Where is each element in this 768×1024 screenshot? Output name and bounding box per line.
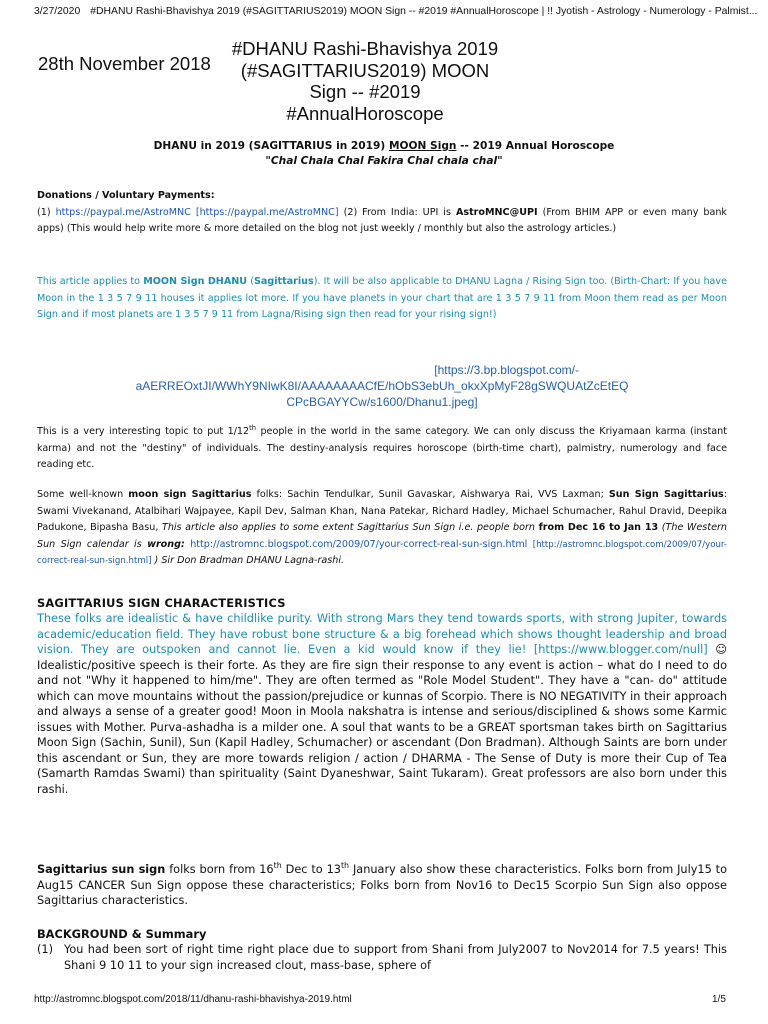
list-number: (1) (37, 206, 51, 218)
upi-text: (2) From India: UPI is (343, 206, 456, 218)
title-line: #AnnualHoroscope (286, 102, 444, 124)
famous-text: ) Sir Don Bradman DHANU Lagna-rashi. (151, 555, 345, 567)
superscript: th (273, 861, 282, 871)
famous-bold-italic: wrong: (147, 538, 185, 550)
applies-text: ). It will be also applicable to DHANU Lagna / Rising Sign too. (Birth-Chart: If you have Moon in the 1 3 5 7 9 11 houses it applies lot more. If you have planets in your chart that are 1 3 5 7 9 11 from Moon them read as per Moon Sign and if most planets are 1 3 5 7 9 11 from Lagna/Rising sign then read for your rising sign!) (37, 276, 727, 321)
applies-text: ( (247, 276, 254, 287)
subhead-text: DHANU in 2019 (SAGITTARIUS in 2019) (153, 140, 389, 152)
superscript: th (249, 423, 257, 432)
sun-sign-text: Dec to 13 (281, 863, 341, 876)
interesting-paragraph (37, 424, 727, 474)
subhead-moon-sign: MOON Sign (388, 140, 457, 152)
page-number: 1/5 (712, 994, 726, 1005)
title-line: Sign -- #2019 (309, 81, 421, 102)
famous-text: folks: Sachin Tendulkar, Sunil Gavaskar, Aishwarya Rai, VVS Laxman; (251, 489, 609, 500)
post-date: 28th November 2018 (38, 53, 211, 74)
sun-sign-paragraph (37, 862, 727, 909)
subhead-quote: "Chal Chala Chal Fakira Chal chala chal" (265, 155, 503, 167)
paypal-link-bracket[interactable]: [https://paypal.me/AstroMNC] (195, 206, 339, 218)
image-link-line[interactable]: CPcBGAYYCw/s1600/Dhanu1.jpeg] (286, 395, 478, 409)
upi-id: AstroMNC@UPI (455, 206, 538, 218)
print-header (34, 6, 767, 17)
title-line: #DHANU Rashi-Bhavishya 2019 (231, 38, 499, 59)
sagittarius-teal-text: These folks are idealistic & have childlike purity. With strong Mars they tend towards sports, with strong Jupiter, towards academic/education field. They have robust bone structure & a big forehead which shows thought leadership and broad vision. They are outspoken and cannot lie. Even a kid would know if they lie! [https://www.blogger.com/null] (37, 612, 727, 656)
famous-bold: from Dec 16 to Jan 13 (538, 522, 659, 534)
superscript: th (340, 861, 350, 871)
donations-paragraph (37, 188, 727, 238)
famous-text: Some well-known (37, 489, 129, 500)
title-line: (#SAGITTARIUS2019) MOON (240, 59, 490, 81)
sun-sign-text: folks born from 16 (165, 863, 274, 876)
famous-italic: This article also applies to some extent Sagittarius Sun Sign i.e. people born (161, 522, 539, 534)
image-link[interactable] (37, 362, 727, 410)
list-item-text: You had been sort of right time right place due to support from Shani from July2007 to Nov2014 for 7.5 years! This Shani 9 10 11 to your sign increased clout, mass-base, sphere of (64, 943, 727, 973)
post-title (215, 38, 515, 124)
interesting-text: people in the world in the same category. We can only discuss the Kriyamaan karma (instant karma) and not the "destiny" of individuals. The destiny-analysis requires horoscope (birth-time chart), palmistry, numerology and face reading etc. (37, 426, 727, 471)
famous-bold: Sun Sign Sagittarius (608, 489, 724, 500)
subhead-text: -- 2019 Annual Horoscope (456, 140, 615, 152)
image-link-line[interactable]: [https://3.bp.blogspot.com/- (434, 363, 579, 377)
applies-text: This article applies to (37, 276, 144, 287)
sagittarius-text: ☺ Idealistic/positive speech is their forte. As they are fire sign their response to any event is action – what do I need to do and not "Why it happened to him/me". They are often termed as "Role Model Student". They have a "can- do" attitude which can move mountains without the passion/prejudice or kunnas of Scorpio. There is NO NEGATIVITY in their approach and always a sense of a greater good! Moon in Moola nakshatra is intense and serious/disciplined & shows some Karmic issues with Mother. Purva-ashadha is a milder one. A soul that wants to be a GREAT sportsman takes birth on Sagittarius Moon Sign (Sachin, Sunil), Sun (Kapil Hadley, Schumacher) or ascendant (Don Bradman). Although Saints are born under this ascendant or Sun, they are more towards religion / action / DHARMA - The Sense of Duty is more their Cup of Tea (Samarth Ramdas Swami) than spirituality (Saint Dyaneshwar, Saint Tukaram). Great professors are also born under this rashi. (37, 643, 727, 796)
donations-heading: Donations / Voluntary Payments: (37, 190, 215, 201)
famous-text: : Swami Vivekanand, Atalbihari Wajpayee, Kapil Dev, Salman Khan, Nana Patekar, Richard Hadley, Michael Schumacher, Rahul Dravid, Deepika Padukone, Bipasha Basu, (37, 489, 728, 534)
background-heading: BACKGROUND & Summary (37, 927, 207, 941)
sagittarius-paragraph (37, 611, 727, 797)
list-number: (1) (37, 943, 54, 956)
print-footer-url: http://astromnc.blogspot.com/2018/11/dhanu-rashi-bhavishya-2019.html (34, 994, 352, 1005)
applies-paragraph (37, 274, 727, 324)
background-list-item (37, 942, 727, 975)
interesting-text: This is a very interesting topic to put 1/12 (37, 426, 250, 437)
paypal-link[interactable]: https://paypal.me/AstroMNC (55, 206, 191, 218)
section-heading: SAGITTARIUS SIGN CHARACTERISTICS (37, 596, 286, 610)
applies-sagittarius: Sagittarius (253, 276, 314, 287)
famous-paragraph (37, 487, 727, 570)
sun-sign-link-bracket[interactable]: [http://astromnc.blogspot.com/2009/07/your-correct-real-sun-sign.html] (37, 539, 727, 567)
sun-sign-link[interactable]: http://astromnc.blogspot.com/2009/07/your-correct-real-sun-sign.html (190, 538, 528, 550)
post-subheading (40, 139, 728, 169)
image-link-line[interactable]: aAERREOxtJI/WWhY9NIwK8I/AAAAAAAACfE/hObS3ebUh_okxXpMyF28gSWQUAtZcEtEQ (135, 379, 629, 393)
famous-italic: (The Western Sun Sign calendar is (37, 522, 727, 550)
sun-sign-text: January also show these characteristics. Folks born from July15 to Aug15 CANCER Sun Sign oppose these characteristics; Folks born from Nov16 to Dec15 Scorpio Sun Sign also oppose Sagittarius characteristics. (37, 863, 728, 907)
donations-rest: (From BHIM APP or even many bank apps) (This would help write more & more detailed on the blog not just weekly / monthly but also the astrology articles.) (37, 206, 727, 235)
applies-moon-sign: MOON Sign DHANU (143, 276, 248, 287)
famous-bold: moon sign Sagittarius (128, 489, 252, 500)
print-date: 3/27/2020 (34, 6, 81, 17)
print-title: #DHANU Rashi-Bhavishya 2019 (#SAGITTARIUS2019) MOON Sign -- #2019 #AnnualHoroscope | !! Jyotish - Astrology - Numerology - Palmist... (90, 6, 758, 17)
sun-sign-bold: Sagittarius sun sign (37, 863, 166, 876)
